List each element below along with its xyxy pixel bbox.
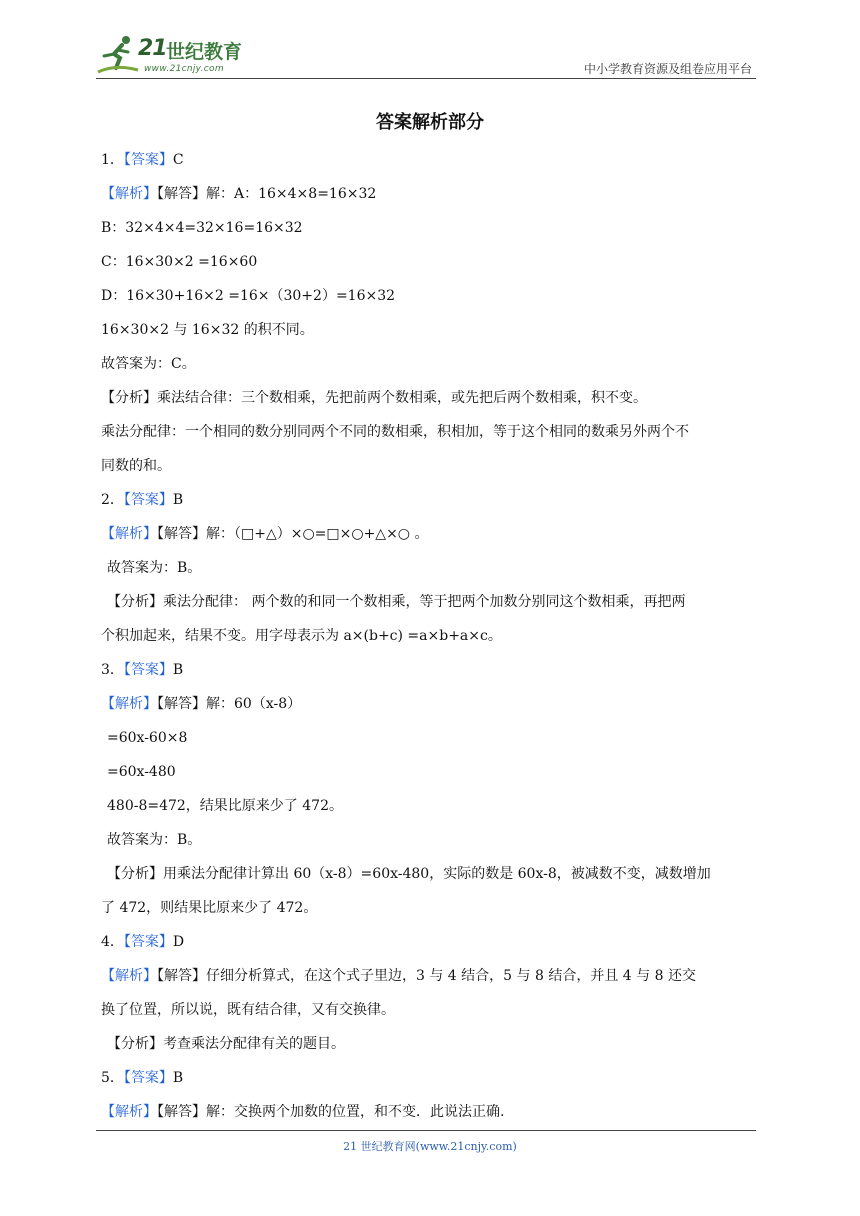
- q3-analysis-2: 了 472，则结果比原来少了 472。: [101, 900, 318, 916]
- q2-text-1: 【解答】解：（□+△）×○=□×○+△×○ 。: [157, 526, 429, 542]
- q4-text-1: 【解答】仔细分析算式，在这个式子里边，3 与 4 结合，5 与 8 结合，并且 4 与 8 还交: [157, 968, 696, 984]
- q1-text-2: B：32×4×4=32×16=16×32: [101, 220, 303, 236]
- q3-answer: B: [172, 662, 184, 678]
- page-title: 答案解析部分: [376, 112, 484, 133]
- q4-solution-line: [101, 966, 696, 986]
- q1-answer-line: [101, 150, 184, 170]
- q5-jiexi-tag: 【解析】: [101, 1104, 157, 1120]
- runner-logo-icon: [96, 34, 140, 76]
- q4-number: 4．: [101, 934, 124, 950]
- q1-text-1: 【解答】解：A：16×4×8=16×32: [157, 186, 377, 202]
- q2-answer-tag: 【答案】: [123, 492, 173, 508]
- q3-number: 3．: [101, 662, 124, 678]
- q2-analysis-1: 【分析】乘法分配律： 两个数的和同一个数相乘，等于把两个加数分别同这个数相乘，再把两: [107, 594, 686, 610]
- q1-solution-line: [101, 184, 376, 204]
- q3-text-1: 【解答】解：60（x-8）: [157, 696, 302, 712]
- q3-analysis-1: 【分析】用乘法分配律计算出 60（x-8）=60x-480，实际的数是 60x-8，被减数不变，减数增加: [107, 866, 711, 882]
- footer-link[interactable]: 21 世纪教育网(www.21cnjy.com): [343, 1140, 517, 1153]
- q3-text-4: 480-8=472，结果比原来少了 472。: [107, 798, 343, 814]
- q5-text-1: 【解答】解：交换两个加数的位置，和不变．此说法正确.: [157, 1104, 505, 1120]
- q2-analysis-2: 个积加起来，结果不变。用字母表示为 a×(b+c) =a×b+a×c。: [101, 628, 502, 644]
- q5-answer: B: [172, 1070, 184, 1086]
- q5-solution-line: [101, 1102, 504, 1122]
- q4-answer: D: [172, 934, 185, 950]
- q3-text-2: =60x-60×8: [107, 730, 188, 746]
- q2-text-2: 故答案为：B。: [107, 560, 202, 576]
- q1-jiexi-tag: 【解析】: [101, 186, 157, 202]
- q2-jiexi-tag: 【解析】: [101, 526, 157, 542]
- q5-number: 5．: [101, 1070, 124, 1086]
- q4-answer-line: [101, 932, 184, 952]
- q4-text-2: 换了位置，所以说，既有结合律，又有交换律。: [101, 1002, 395, 1018]
- page-header: [96, 30, 756, 80]
- q1-answer-tag: 【答案】: [123, 152, 173, 168]
- q2-answer-line: [101, 490, 183, 510]
- q4-answer-tag: 【答案】: [123, 934, 173, 950]
- logo-text: 世纪教育: [166, 41, 243, 63]
- q1-text-5: 16×30×2 与 16×32 的积不同。: [101, 322, 314, 338]
- q5-answer-tag: 【答案】: [123, 1070, 173, 1086]
- q4-analysis-1: 【分析】考查乘法分配律有关的题目。: [107, 1036, 345, 1052]
- q1-analysis-2: 乘法分配律：一个相同的数分别同两个不同的数相乘，积相加，等于这个相同的数乘另外两个不: [101, 424, 689, 440]
- q3-answer-line: [101, 660, 183, 680]
- q1-number: 1．: [101, 152, 124, 168]
- q2-answer: B: [172, 492, 184, 508]
- q3-solution-line: [101, 694, 301, 714]
- q1-text-6: 故答案为：C。: [101, 356, 196, 372]
- q5-answer-line: [101, 1068, 183, 1088]
- platform-name: 中小学教育资源及组卷应用平台: [583, 62, 752, 76]
- logo: [96, 34, 266, 78]
- q3-text-5: 故答案为：B。: [107, 832, 202, 848]
- q1-analysis-1: 【分析】乘法结合律：三个数相乘，先把前两个数相乘，或先把后两个数相乘，积不变。: [101, 390, 647, 406]
- q2-number: 2．: [101, 492, 124, 508]
- q1-text-3: C：16×30×2 =16×60: [101, 254, 258, 270]
- q1-text-4: D：16×30+16×2 =16×（30+2）=16×32: [101, 288, 396, 304]
- q3-answer-tag: 【答案】: [123, 662, 173, 678]
- q2-solution-line: [101, 524, 428, 544]
- header-divider: [96, 78, 756, 79]
- footer-divider: [96, 1130, 756, 1131]
- logo-url: www.21cnjy.com: [144, 64, 224, 74]
- q3-text-3: =60x-480: [107, 764, 176, 780]
- q1-answer: C: [172, 152, 184, 168]
- q3-jiexi-tag: 【解析】: [101, 696, 157, 712]
- q1-analysis-3: 同数的和。: [101, 458, 171, 474]
- logo-number: 21: [138, 36, 167, 61]
- q4-jiexi-tag: 【解析】: [101, 968, 157, 984]
